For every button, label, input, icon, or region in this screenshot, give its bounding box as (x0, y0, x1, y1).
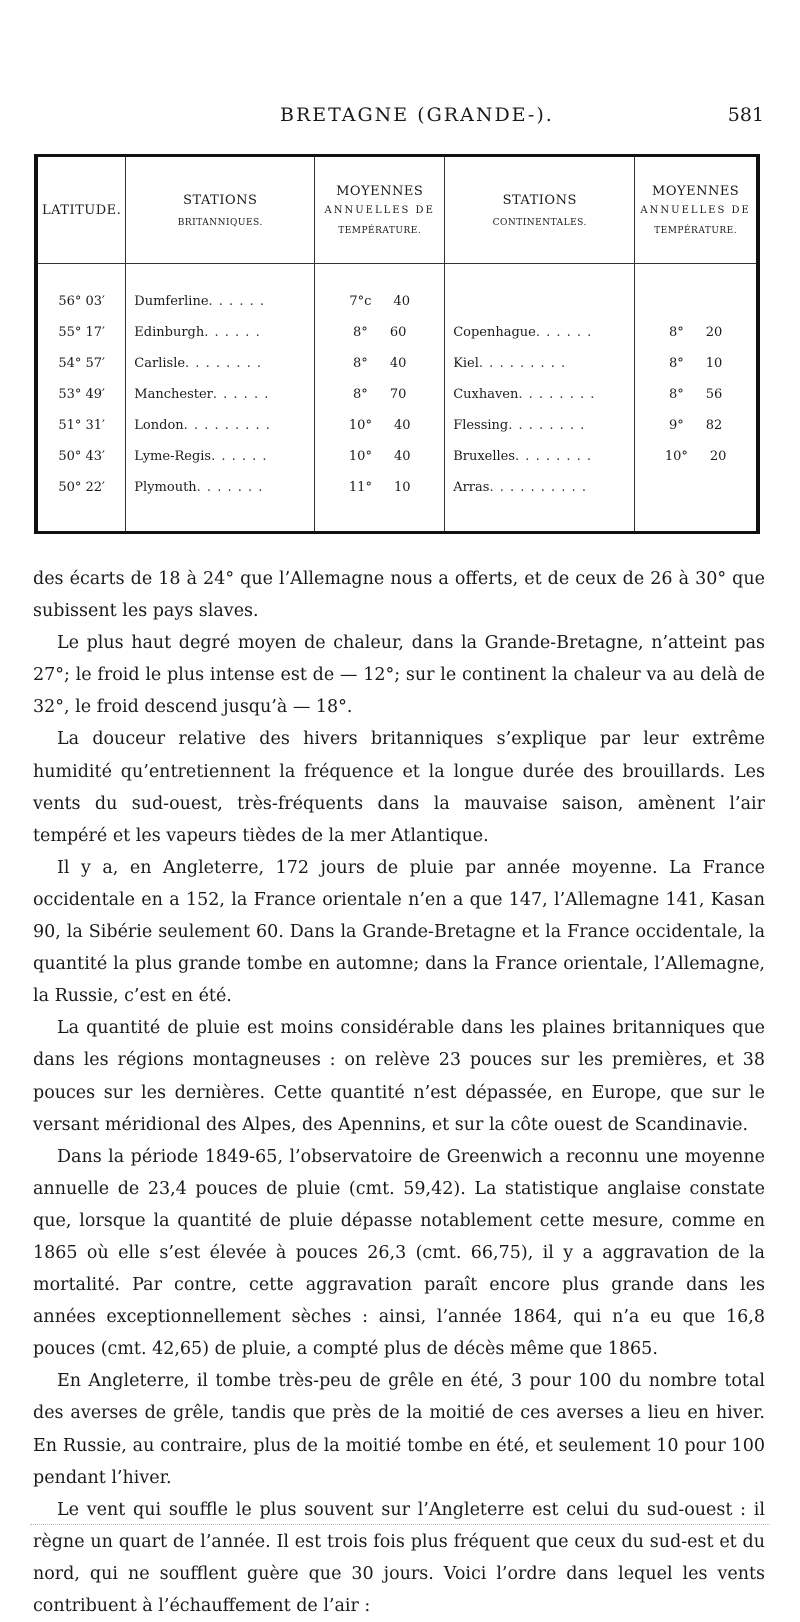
brit-station-name: London (134, 418, 184, 433)
cont-station-name: Arras (453, 480, 490, 495)
brit-temperature-degrees: 8° (353, 325, 368, 340)
paragraph: Le vent qui souffle le plus souvent sur l’Angleterre est celui du sud-ouest : il règne un quart de l’année. Il est trois fois plus fréquent que ceux du sud-est et du nord, qui ne soufflent guère que 30 jours. Voici l’ordre dans lequel les vents contribuent à l’échauffement de l’air : (33, 1499, 765, 1616)
running-title: BRETAGNE (GRANDE-). (280, 104, 554, 126)
cont-station-cell (445, 379, 635, 410)
brit-station-name: Lyme-Regis (134, 449, 212, 464)
cont-station-name: Cuxhaven (453, 387, 519, 402)
cont-station-cell (445, 286, 635, 317)
brit-temperature-cell (315, 286, 445, 317)
table-row (38, 379, 756, 410)
leader-dots: . . . . . . (212, 387, 270, 402)
brit-station-name: Plymouth (134, 480, 197, 495)
brit-temperature-degrees: 11° (348, 480, 372, 495)
brit-temperature-decimal: 40 (393, 294, 410, 309)
table-row (38, 410, 756, 441)
brit-temperature-degrees: 7°c (349, 294, 372, 309)
cont-temperature-degrees: 10° (664, 449, 688, 464)
cont-station-name: Copenhague (453, 325, 536, 340)
header-moyennes-continentales: MOYENNES ANNUELLES DE TEMPÉRATURE. (635, 157, 756, 264)
page-number: 581 (727, 104, 764, 126)
leader-dots: . . . . . . . (196, 480, 264, 495)
cont-temperature-cell (635, 286, 756, 317)
brit-temperature-cell (315, 348, 445, 379)
brit-temperature-degrees: 8° (353, 356, 368, 371)
header-stations-continentales: STATIONS CONTINENTALES. (445, 157, 635, 264)
page-header (0, 104, 800, 134)
cont-temperature-cell (635, 348, 756, 379)
cont-temperature-decimal: 10 (705, 356, 723, 371)
cont-temperature-cell (635, 472, 756, 503)
brit-temperature-decimal: 40 (389, 356, 407, 371)
cont-station-name: Flessing (453, 418, 509, 433)
brit-temperature-cell (315, 441, 445, 472)
temperature-table-grid (38, 157, 756, 531)
paragraph: La douceur relative des hivers britanniques s’explique par leur extrême humidité qu’entretiennent la fréquence et la longue durée des brouillards. Les vents du sud-ouest, très-fréquents dans la mauvaise saison, amènent l’air tempéré et les vapeurs tièdes de la mer Atlantique. (33, 729, 765, 846)
cont-temperature-decimal: 56 (705, 387, 723, 402)
latitude-cell: 53° 49′ (58, 387, 105, 402)
brit-station-cell (126, 317, 315, 348)
cont-temperature-cell (635, 410, 756, 441)
brit-temperature-cell (315, 317, 445, 348)
header-moyennes-britanniques: MOYENNES ANNUELLES DE TEMPÉRATURE. (315, 157, 445, 264)
brit-temperature-cell (315, 472, 445, 503)
brit-station-cell (126, 348, 315, 379)
table-row (38, 441, 756, 472)
leader-dots: . . . . . . (211, 449, 268, 464)
latitude-cell: 56° 03′ (58, 294, 105, 309)
brit-station-name: Dumferline (134, 294, 209, 309)
cont-temperature-cell (635, 441, 756, 472)
cont-temperature-decimal: 82 (705, 418, 723, 433)
brit-station-cell (126, 472, 315, 503)
table-row (38, 317, 756, 348)
table-row (38, 286, 756, 317)
brit-station-name: Carlisle (134, 356, 186, 371)
paragraph: des écarts de 18 à 24° que l’Allemagne nous a offerts, et de ceux de 26 à 30° que subissent les pays slaves. (33, 569, 765, 622)
cont-station-name: Kiel (453, 356, 479, 371)
brit-temperature-cell (315, 410, 445, 441)
leader-dots: . . . . . . (204, 325, 261, 340)
cont-temperature-decimal: 20 (705, 325, 723, 340)
leader-dots: . . . . . . . . (515, 449, 593, 464)
cont-temperature-decimal: 20 (709, 449, 727, 464)
brit-station-cell (126, 286, 315, 317)
table-header-row (38, 157, 756, 264)
cont-temperature-degrees: 9° (668, 418, 684, 433)
brit-station-name: Edinburgh (134, 325, 205, 340)
paragraph: La quantité de pluie est moins considérable dans les plaines britanniques que dans les régions montagneuses : on relève 23 pouces sur les premières, et 38 pouces sur les dernières. Cette quantité n’est dépassée, en Europe, que sur le versant méridional des Alpes, des Apennins, et sur la côte ouest de Scandinavie. (33, 1018, 765, 1135)
table-row (38, 472, 756, 503)
leader-dots: . . . . . . . . . . (489, 480, 587, 495)
brit-temperature-cell (315, 379, 445, 410)
header-latitude: LATITUDE. (38, 157, 126, 264)
latitude-cell: 50° 43′ (58, 449, 105, 464)
brit-station-name: Manchester (134, 387, 213, 402)
brit-temperature-decimal: 10 (393, 480, 411, 495)
body-text (33, 563, 765, 1622)
cont-temperature-cell (635, 317, 756, 348)
cont-station-cell (445, 348, 635, 379)
footer-divider (30, 1514, 770, 1525)
leader-dots: . . . . . . (535, 325, 593, 340)
table-spacer-row (38, 264, 756, 287)
cont-temperature-degrees: 8° (668, 325, 684, 340)
brit-station-cell (126, 379, 315, 410)
leader-dots: . . . . . . . . . (183, 418, 271, 433)
table-body (38, 264, 756, 532)
cont-station-name: Bruxelles (453, 449, 516, 464)
brit-temperature-degrees: 10° (348, 418, 372, 433)
paragraph: En Angleterre, il tombe très-peu de grêle en été, 3 pour 100 du nombre total des averses de grêle, tandis que près de la moitié de ces averses a lieu en hiver. En Russie, au contraire, plus de la moitié tombe en été, et seulement 10 pour 100 pendant l’hiver. (33, 1371, 765, 1488)
brit-temperature-decimal: 40 (393, 449, 411, 464)
brit-temperature-decimal: 70 (389, 387, 407, 402)
brit-station-cell (126, 410, 315, 441)
leader-dots: . . . . . . . . . (478, 356, 567, 371)
latitude-cell: 51° 31′ (58, 418, 105, 433)
brit-temperature-decimal: 40 (393, 418, 411, 433)
cont-station-cell (445, 317, 635, 348)
paragraph: Dans la période 1849-65, l’observatoire de Greenwich a reconnu une moyenne annuelle de 23,4 pouces de pluie (cmt. 59,42). La statistique anglaise constate que, lorsque la quantité de pluie dépasse notablement cette mesure, comme en 1865 où elle s’est élevée à pouces 26,3 (cmt. 66,75), il y a aggravation de la mortalité. Par contre, cette aggravation paraît encore plus grande dans les années exceptionnellement sèches : ainsi, l’année 1864, qui n’a eu que 16,8 pouces (cmt. 42,65) de pluie, a compté plus de décès même que 1865. (33, 1146, 765, 1360)
header-stations-britanniques: STATIONS BRITANNIQUES. (126, 157, 315, 264)
leader-dots: . . . . . . . . (508, 418, 586, 433)
table-row (38, 348, 756, 379)
table-bottom-row (38, 503, 756, 531)
latitude-cell: 50° 22′ (58, 480, 105, 495)
leader-dots: . . . . . . . . (185, 356, 263, 371)
leader-dots: . . . . . . (208, 294, 265, 309)
brit-temperature-degrees: 10° (348, 449, 372, 464)
cont-temperature-cell (635, 379, 756, 410)
paragraph: Il y a, en Angleterre, 172 jours de pluie par année moyenne. La France occidentale en a 152, la France orientale n’en a que 147, l’Allemagne 141, Kasan 90, la Sibérie seulement 60. Dans la Grande-Bretagne et la France occidentale, la quantité la plus grande tombe en automne; dans la France orientale, l’Allemagne, la Russie, c’est en été. (33, 857, 765, 1007)
temperature-table (34, 154, 760, 534)
cont-station-cell (445, 472, 635, 503)
cont-temperature-degrees: 8° (668, 356, 684, 371)
brit-station-cell (126, 441, 315, 472)
paragraph: Le plus haut degré moyen de chaleur, dans la Grande-Bretagne, n’atteint pas 27°; le froid le plus intense est de — 12°; sur le continent la chaleur va au delà de 32°, le froid descend jusqu’à — 18°. (33, 633, 765, 718)
leader-dots: . . . . . . . . (518, 387, 596, 402)
latitude-cell: 55° 17′ (58, 325, 105, 340)
cont-station-cell (445, 410, 635, 441)
cont-station-cell (445, 441, 635, 472)
latitude-cell: 54° 57′ (58, 356, 105, 371)
brit-temperature-degrees: 8° (353, 387, 368, 402)
cont-temperature-degrees: 8° (668, 387, 684, 402)
brit-temperature-decimal: 60 (389, 325, 407, 340)
